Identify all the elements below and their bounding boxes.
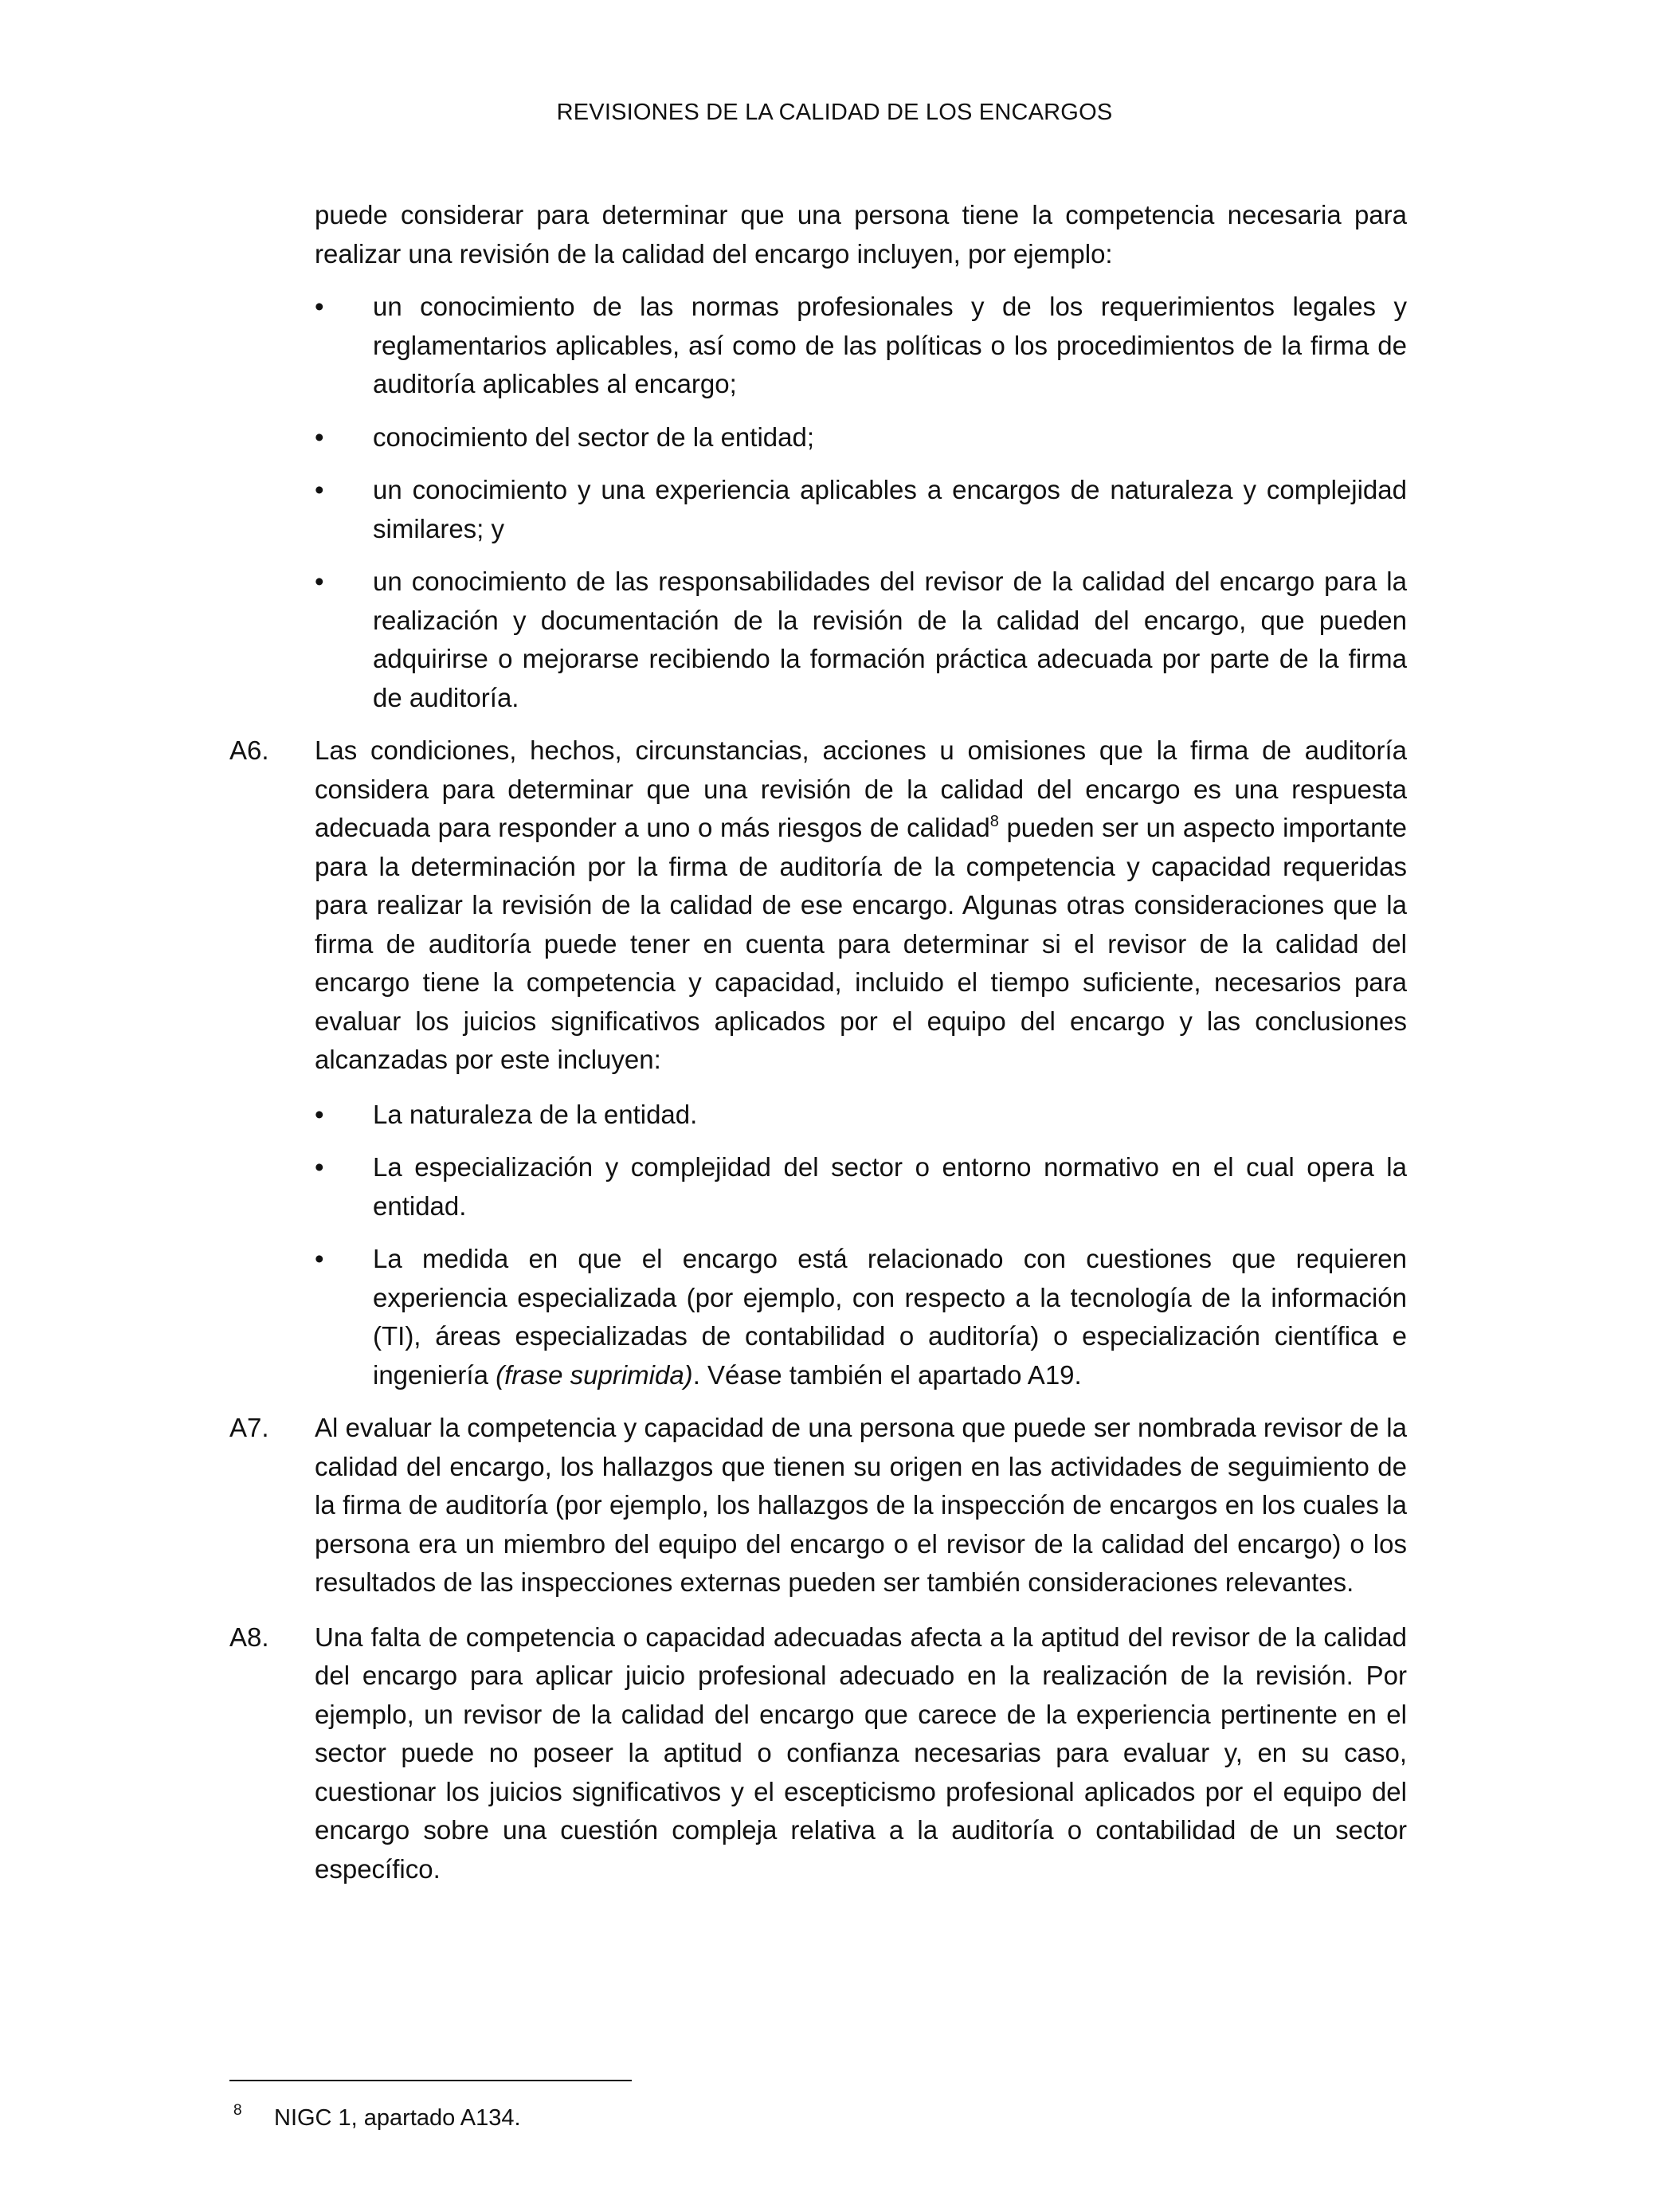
paragraph-number: A6. <box>229 735 269 765</box>
footnote-mark: 8 <box>233 2102 242 2119</box>
list-item-text: un conocimiento de las normas profesionales y de los requerimientos legales y reglamentarios aplicables, así como de las políticas o los procedimientos de la firma de auditoría aplicables al encargo; <box>373 292 1407 398</box>
footnote-reference[interactable]: 8 <box>989 813 999 830</box>
footnote-separator <box>229 2080 632 2081</box>
a6-bullet-list <box>229 1096 1407 1395</box>
paragraph-a8 <box>229 1618 1407 1889</box>
paragraph-a7 <box>229 1409 1407 1602</box>
intro-bullet-list <box>229 288 1407 717</box>
paragraph-number: A7. <box>229 1413 269 1442</box>
list-item-text: La medida en que el encargo está relacionado con cuestiones que requieren experiencia especializada (por ejemplo, con respecto a la tecnología de la información (TI), áreas especializadas de contabilidad o auditoría) o especialización científica e ingeniería <box>373 1244 1407 1390</box>
footnote-text: NIGC 1, apartado A134. <box>274 2105 521 2131</box>
list-item-text: un conocimiento y una experiencia aplicables a encargos de naturaleza y complejidad similares; y <box>373 475 1407 543</box>
list-item-text: . Véase también el apartado A19. <box>692 1359 1082 1390</box>
bullet-marker: • <box>315 1152 324 1182</box>
paragraph-text: Las condiciones, hechos, circunstancias, acciones u omisiones que la firma de auditoría considera para determinar que una revisión de la calidad del encargo es una respuesta adecuada para responder a uno o más riesgos de calidad <box>315 735 1407 842</box>
list-item <box>229 1148 1407 1226</box>
paragraph-number: A8. <box>229 1622 269 1652</box>
list-item <box>229 1240 1407 1394</box>
list-item-text: un conocimiento de las responsabilidades del revisor de la calidad del encargo para la realización y documentación de la revisión de la calidad del encargo, que pueden adquirirse o mejorarse recibiendo la formación práctica adecuada por parte de la firma de auditoría. <box>373 567 1407 712</box>
bullet-marker: • <box>315 1244 324 1273</box>
page-header-title: REVISIONES DE LA CALIDAD DE LOS ENCARGOS <box>556 100 1113 125</box>
document-body <box>229 196 1407 1904</box>
bullet-marker: • <box>315 475 324 504</box>
list-item <box>229 1096 1407 1135</box>
intro-paragraph: puede considerar para determinar que una persona tiene la competencia necesaria para realizar una revisión de la calidad del encargo incluyen, por ejemplo: <box>315 200 1407 269</box>
paragraph-text: Al evaluar la competencia y capacidad de una persona que puede ser nombrada revisor de la calidad del encargo, los hallazgos que tienen su origen en las actividades de seguimiento de la firma de auditoría (por ejemplo, los hallazgos de la inspección de encargos en los cuales la persona era un miembro del equipo del encargo o el revisor de la calidad del encargo) o los resultados de las inspecciones externas pueden ser también consideraciones relevantes. <box>315 1413 1407 1597</box>
list-item-text: conocimiento del sector de la entidad; <box>373 422 815 452</box>
paragraph-text: pueden ser un aspecto importante para la determinación por la firma de auditoría de la competencia y capacidad requeridas para realizar la revisión de la calidad de ese encargo. Algunas otras consideraciones que la firma de auditoría puede tener en cuenta para determinar si el revisor de la calidad del encargo tiene la competencia y capacidad, incluido el tiempo suficiente, necesarios para evaluar los juicios significativos aplicados por el equipo del encargo y las conclusiones alcanzadas por este incluyen: <box>315 813 1407 1074</box>
bullet-marker: • <box>315 1099 324 1129</box>
list-item-italic-text: (frase suprimida) <box>496 1359 693 1390</box>
bullet-marker: • <box>315 567 324 596</box>
list-item-text: La naturaleza de la entidad. <box>373 1099 698 1129</box>
paragraph-text: Una falta de competencia o capacidad adecuadas afecta a la aptitud del revisor de la calidad del encargo para aplicar juicio profesional adecuado en la realización de la revisión. Por ejemplo, un revisor de la calidad del encargo que carece de la experiencia pertinente en el sector puede no poseer la aptitud o confianza necesarias para evaluar y, en su caso, cuestionar los juicios significativos y el escepticismo profesional aplicados por el equipo del encargo sobre una cuestión compleja relativa a la auditoría o contabilidad de un sector específico. <box>315 1622 1407 1884</box>
bullet-marker: • <box>315 422 324 452</box>
list-item-text: La especialización y complejidad del sector o entorno normativo en el cual opera la entidad. <box>373 1152 1407 1221</box>
paragraph-a6 <box>229 731 1407 1080</box>
bullet-marker: • <box>315 292 324 321</box>
list-item <box>229 288 1407 404</box>
list-item <box>229 471 1407 548</box>
list-item <box>229 418 1407 457</box>
list-item <box>229 563 1407 717</box>
